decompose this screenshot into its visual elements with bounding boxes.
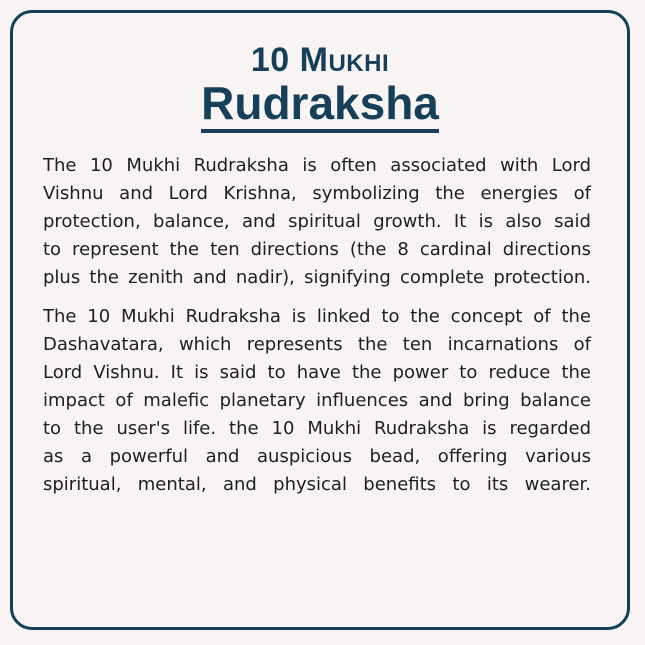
paragraph-line: The 10 Mukhi Rudraksha is often associated with Lord bbox=[43, 155, 591, 176]
paragraph-line: as a powerful and auspicious bead, offering various bbox=[43, 446, 591, 467]
title-line-1: 10 Mukhi bbox=[250, 41, 390, 79]
paragraph-line: protection, balance, and spiritual growth. It is also said bbox=[43, 211, 591, 232]
paragraph-line: impact of malefic planetary influences and bring balance bbox=[43, 390, 591, 411]
paragraph-2 bbox=[43, 303, 591, 499]
paragraph-line: plus the zenith and nadir), signifying complete protection. bbox=[43, 267, 591, 288]
paragraph-line: spiritual, mental, and physical benefits to its wearer. bbox=[43, 474, 591, 495]
paragraph-line: Lord Vishnu. It is said to have the power to reduce the bbox=[43, 362, 591, 383]
title-line-2: Rudraksha bbox=[201, 79, 439, 133]
body-text bbox=[43, 152, 591, 499]
paragraph-line: Dashavatara, which represents the ten incarnations of bbox=[43, 334, 591, 355]
paragraph-line: to the user's life. the 10 Mukhi Rudraksha is regarded bbox=[43, 418, 591, 439]
paragraph-line: to represent the ten directions (the 8 cardinal directions bbox=[43, 239, 591, 260]
title-block bbox=[13, 41, 627, 133]
paragraph-1 bbox=[43, 152, 591, 292]
paragraph-line: The 10 Mukhi Rudraksha is linked to the concept of the bbox=[43, 306, 591, 327]
paragraph-line: Vishnu and Lord Krishna, symbolizing the energies of bbox=[43, 183, 591, 204]
